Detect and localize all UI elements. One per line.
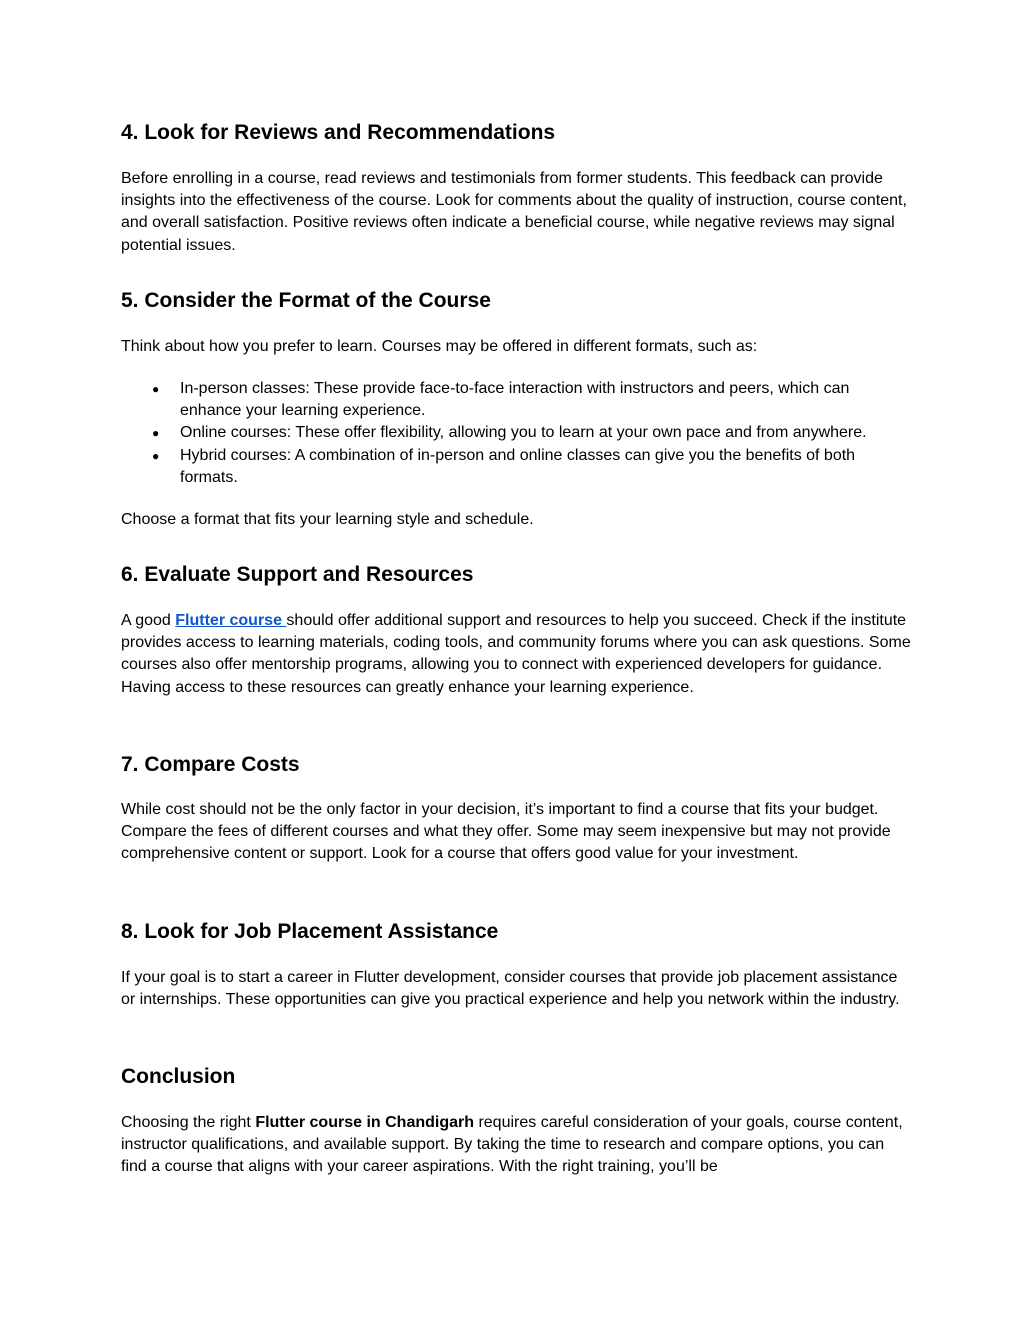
conclusion-body-rest: requires careful consideration of your goals, course content, instructor qualifications, and available support. By taking the time to research and compare options, you can find a course that aligns with your career aspirations. With the right training, you’ll be xyxy=(121,1114,903,1176)
flutter-course-keyword: Flutter course in Chandigarh xyxy=(255,1114,474,1131)
list-item-text: In-person classes: These provide face-to-face interaction with instructors and peers, which can enhance your learning experience. xyxy=(180,380,850,420)
section-7-body: While cost should not be the only factor in your decision, it’s important to find a course that fits your budget. Compare the fees of different courses and what they offer. Some may seem inexpensive but may not provide comprehensive content or support. Look for a course that offers good value for your investment. xyxy=(121,801,891,863)
flutter-course-link[interactable]: Flutter course xyxy=(175,612,287,629)
section-4-body: Before enrolling in a course, read reviews and testimonials from former students. This feedback can provide insights into the effectiveness of the course. Look for comments about the quality of instruction, course content, and overall satisfaction. Positive reviews often indicate a beneficial course, while negative reviews may signal potential issues. xyxy=(121,170,907,254)
bullet-icon: ● xyxy=(152,426,160,441)
conclusion-heading: Conclusion xyxy=(121,1065,236,1088)
section-8-body: If your goal is to start a career in Flutter development, consider courses that provide job placement assistance or internships. These opportunities can give you practical experience and help you network within the industry. xyxy=(121,969,900,1009)
section-8-heading: 8. Look for Job Placement Assistance xyxy=(121,920,499,943)
list-item xyxy=(121,422,911,444)
section-6-heading: 6. Evaluate Support and Resources xyxy=(121,563,474,586)
conclusion-body-start: Choosing the right xyxy=(121,1114,256,1131)
section-6-body xyxy=(121,610,911,699)
conclusion-body xyxy=(121,1112,911,1179)
section-4-heading: 4. Look for Reviews and Recommendations xyxy=(121,121,556,144)
list-item xyxy=(121,445,911,489)
section-6-body-start: A good xyxy=(121,612,176,629)
section-5-outro: Choose a format that fits your learning style and schedule. xyxy=(121,511,534,528)
bullet-icon: ● xyxy=(152,448,160,463)
section-5-heading: 5. Consider the Format of the Course xyxy=(121,289,491,312)
list-item-text: Hybrid courses: A combination of in-person and online classes can give you the benefits of both formats. xyxy=(180,446,856,486)
list-item-text: Online courses: These offer flexibility, allowing you to learn at your own pace and from anywhere. xyxy=(180,424,867,442)
section-6-body-rest: should offer additional support and resources to help you succeed. Check if the institute provides access to learning materials, coding tools, and community forums where you can ask questions. Some courses also offer mentorship programs, allowing you to connect with experienced developers for guidance. Having access to these resources can greatly enhance your learning experience. xyxy=(121,612,911,696)
list-item xyxy=(121,378,911,422)
section-7-heading: 7. Compare Costs xyxy=(121,753,300,776)
bullet-icon: ● xyxy=(152,382,160,396)
format-list xyxy=(121,378,911,489)
section-5-intro: Think about how you prefer to learn. Courses may be offered in different formats, such as: xyxy=(121,338,758,355)
